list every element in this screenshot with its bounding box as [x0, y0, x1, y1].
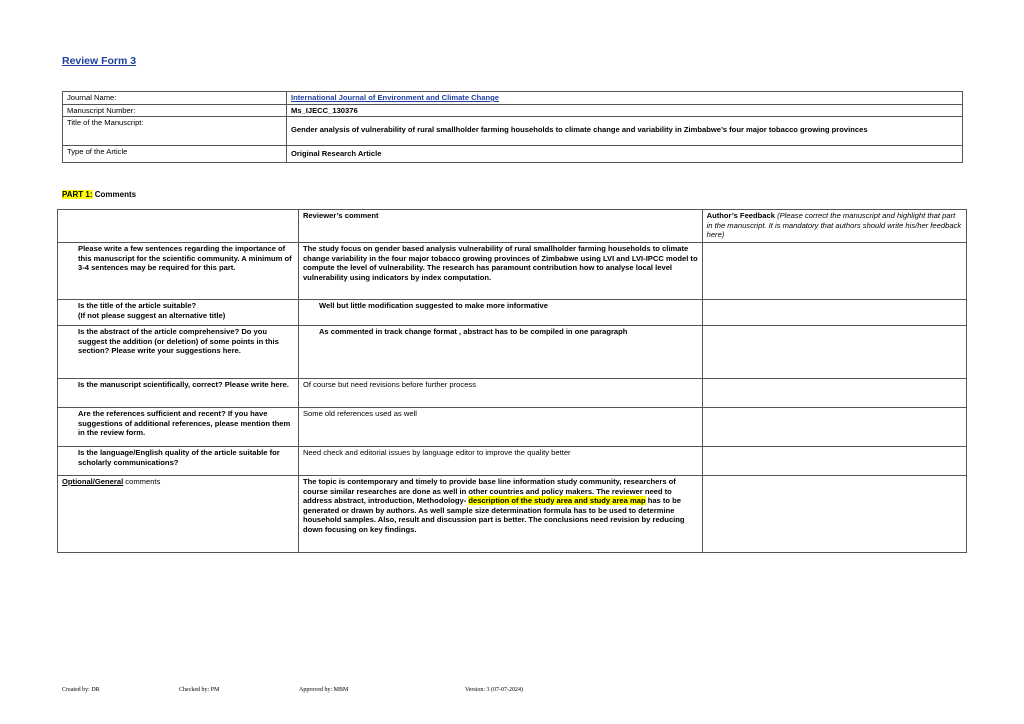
part-label: PART 1:	[62, 190, 93, 199]
title-value: Gender analysis of vulnerability of rural smallholder farming households to climate change and variability in Zimbabwe’s four major tobacco growing provinces	[287, 117, 963, 146]
reviewer-comment-header: Reviewer’s comment	[298, 210, 702, 243]
title-label: Title of the Manuscript:	[63, 117, 287, 146]
general-comment-part1: The topic is contemporary and timely to provide base line information study community, researchers of course similar researches are done as well in other countries and policy makers. The reviewer need to address abstract, introduction, Methodology-	[302, 477, 676, 505]
general-comments-label	[58, 476, 299, 553]
manuscript-number-value: Ms_IJECC_130376	[287, 104, 963, 117]
reviewer-comment: Of course but need revisions before further process	[298, 379, 702, 408]
author-feedback-cell[interactable]	[702, 326, 966, 379]
author-feedback-header	[702, 210, 966, 243]
question-text: Are the references sufficient and recent? If you have suggestions of additional references, please mention them in the review form.	[58, 408, 299, 447]
author-feedback-note: (Please correct the manuscript and highlight that part in the manuscript. It is mandatory that authors should write his/her feedback here)	[706, 211, 962, 239]
manuscript-number-row	[63, 104, 963, 117]
reviewer-comment: Need check and editorial issues by language editor to improve the quality better	[298, 447, 702, 476]
form-title: Review Form 3	[62, 55, 137, 67]
author-feedback-title: Author’s Feedback	[706, 211, 775, 220]
footer-checked-by: Checked by: PM	[179, 687, 220, 693]
general-comments-row	[58, 476, 967, 553]
journal-label: Journal Name:	[63, 92, 287, 105]
part-title: Comments	[92, 190, 137, 199]
question-row	[58, 243, 967, 300]
article-type-value: Original Research Article	[287, 146, 963, 163]
question-row	[58, 379, 967, 408]
question-row	[58, 326, 967, 379]
footer-created-by: Created by: DR	[62, 687, 100, 693]
part-heading	[62, 190, 136, 200]
author-feedback-cell[interactable]	[702, 243, 966, 300]
question-row	[58, 300, 967, 326]
reviewer-comment: As commented in track change format , abstract has to be compiled in one paragraph	[298, 326, 702, 379]
manuscript-info-table	[62, 91, 963, 163]
author-feedback-cell[interactable]	[702, 408, 966, 447]
reviewer-comment: Some old references used as well	[298, 408, 702, 447]
comments-table	[57, 209, 967, 553]
journal-value-cell	[287, 92, 963, 105]
footer-version: Version: 3 (07-07-2024)	[465, 687, 523, 693]
article-type-row	[63, 146, 963, 163]
footer-approved-by: Approved by: MBM	[299, 687, 349, 693]
general-comment-highlight: description of the study area and study area map	[468, 496, 646, 505]
author-feedback-cell[interactable]	[702, 379, 966, 408]
question-text: Is the manuscript scientifically, correct? Please write here.	[58, 379, 299, 408]
question-text: Is the title of the article suitable? (If not please suggest an alternative title)	[58, 300, 299, 326]
general-comment	[298, 476, 702, 553]
manuscript-number-label: Manuscript Number:	[63, 104, 287, 117]
question-text: Is the abstract of the article comprehensive? Do you suggest the addition (or deletion) of some points in this section? Please write your suggestions here.	[58, 326, 299, 379]
author-feedback-cell[interactable]	[702, 300, 966, 326]
reviewer-comment: Well but little modification suggested to make more informative	[298, 300, 702, 326]
author-feedback-cell[interactable]	[702, 476, 966, 553]
general-label-underlined: Optional/General	[62, 477, 124, 486]
general-comment-part2: has to be generated or drawn by authors. As well sample size determination formula has to be used to determine household samples. Also, result and discussion part is better. The conclusions need revision by reducing down focusing on key findings.	[302, 496, 685, 534]
header-empty-cell	[58, 210, 299, 243]
question-text: Please write a few sentences regarding the importance of this manuscript for the scientific community. A minimum of 3-4 sentences may be required for this part.	[58, 243, 299, 300]
author-feedback-cell[interactable]	[702, 447, 966, 476]
header-row	[58, 210, 967, 243]
article-type-label: Type of the Article	[63, 146, 287, 163]
journal-row	[63, 92, 963, 105]
reviewer-comment: The study focus on gender based analysis vulnerability of rural smallholder farming households to climate change variability in the four major tobacco growing provinces of Zimbabwe using LVI and LVI-IPCC model to compute the level of vulnerability. The research has paramount contribution how to analyse local level vulnerability using indicators by index computation.	[298, 243, 702, 300]
question-row	[58, 408, 967, 447]
question-row	[58, 447, 967, 476]
title-row	[63, 117, 963, 146]
general-label-rest: comments	[123, 477, 161, 486]
journal-link[interactable]: International Journal of Environment and Climate Change	[291, 93, 500, 102]
question-text: Is the language/English quality of the article suitable for scholarly communications?	[58, 447, 299, 476]
